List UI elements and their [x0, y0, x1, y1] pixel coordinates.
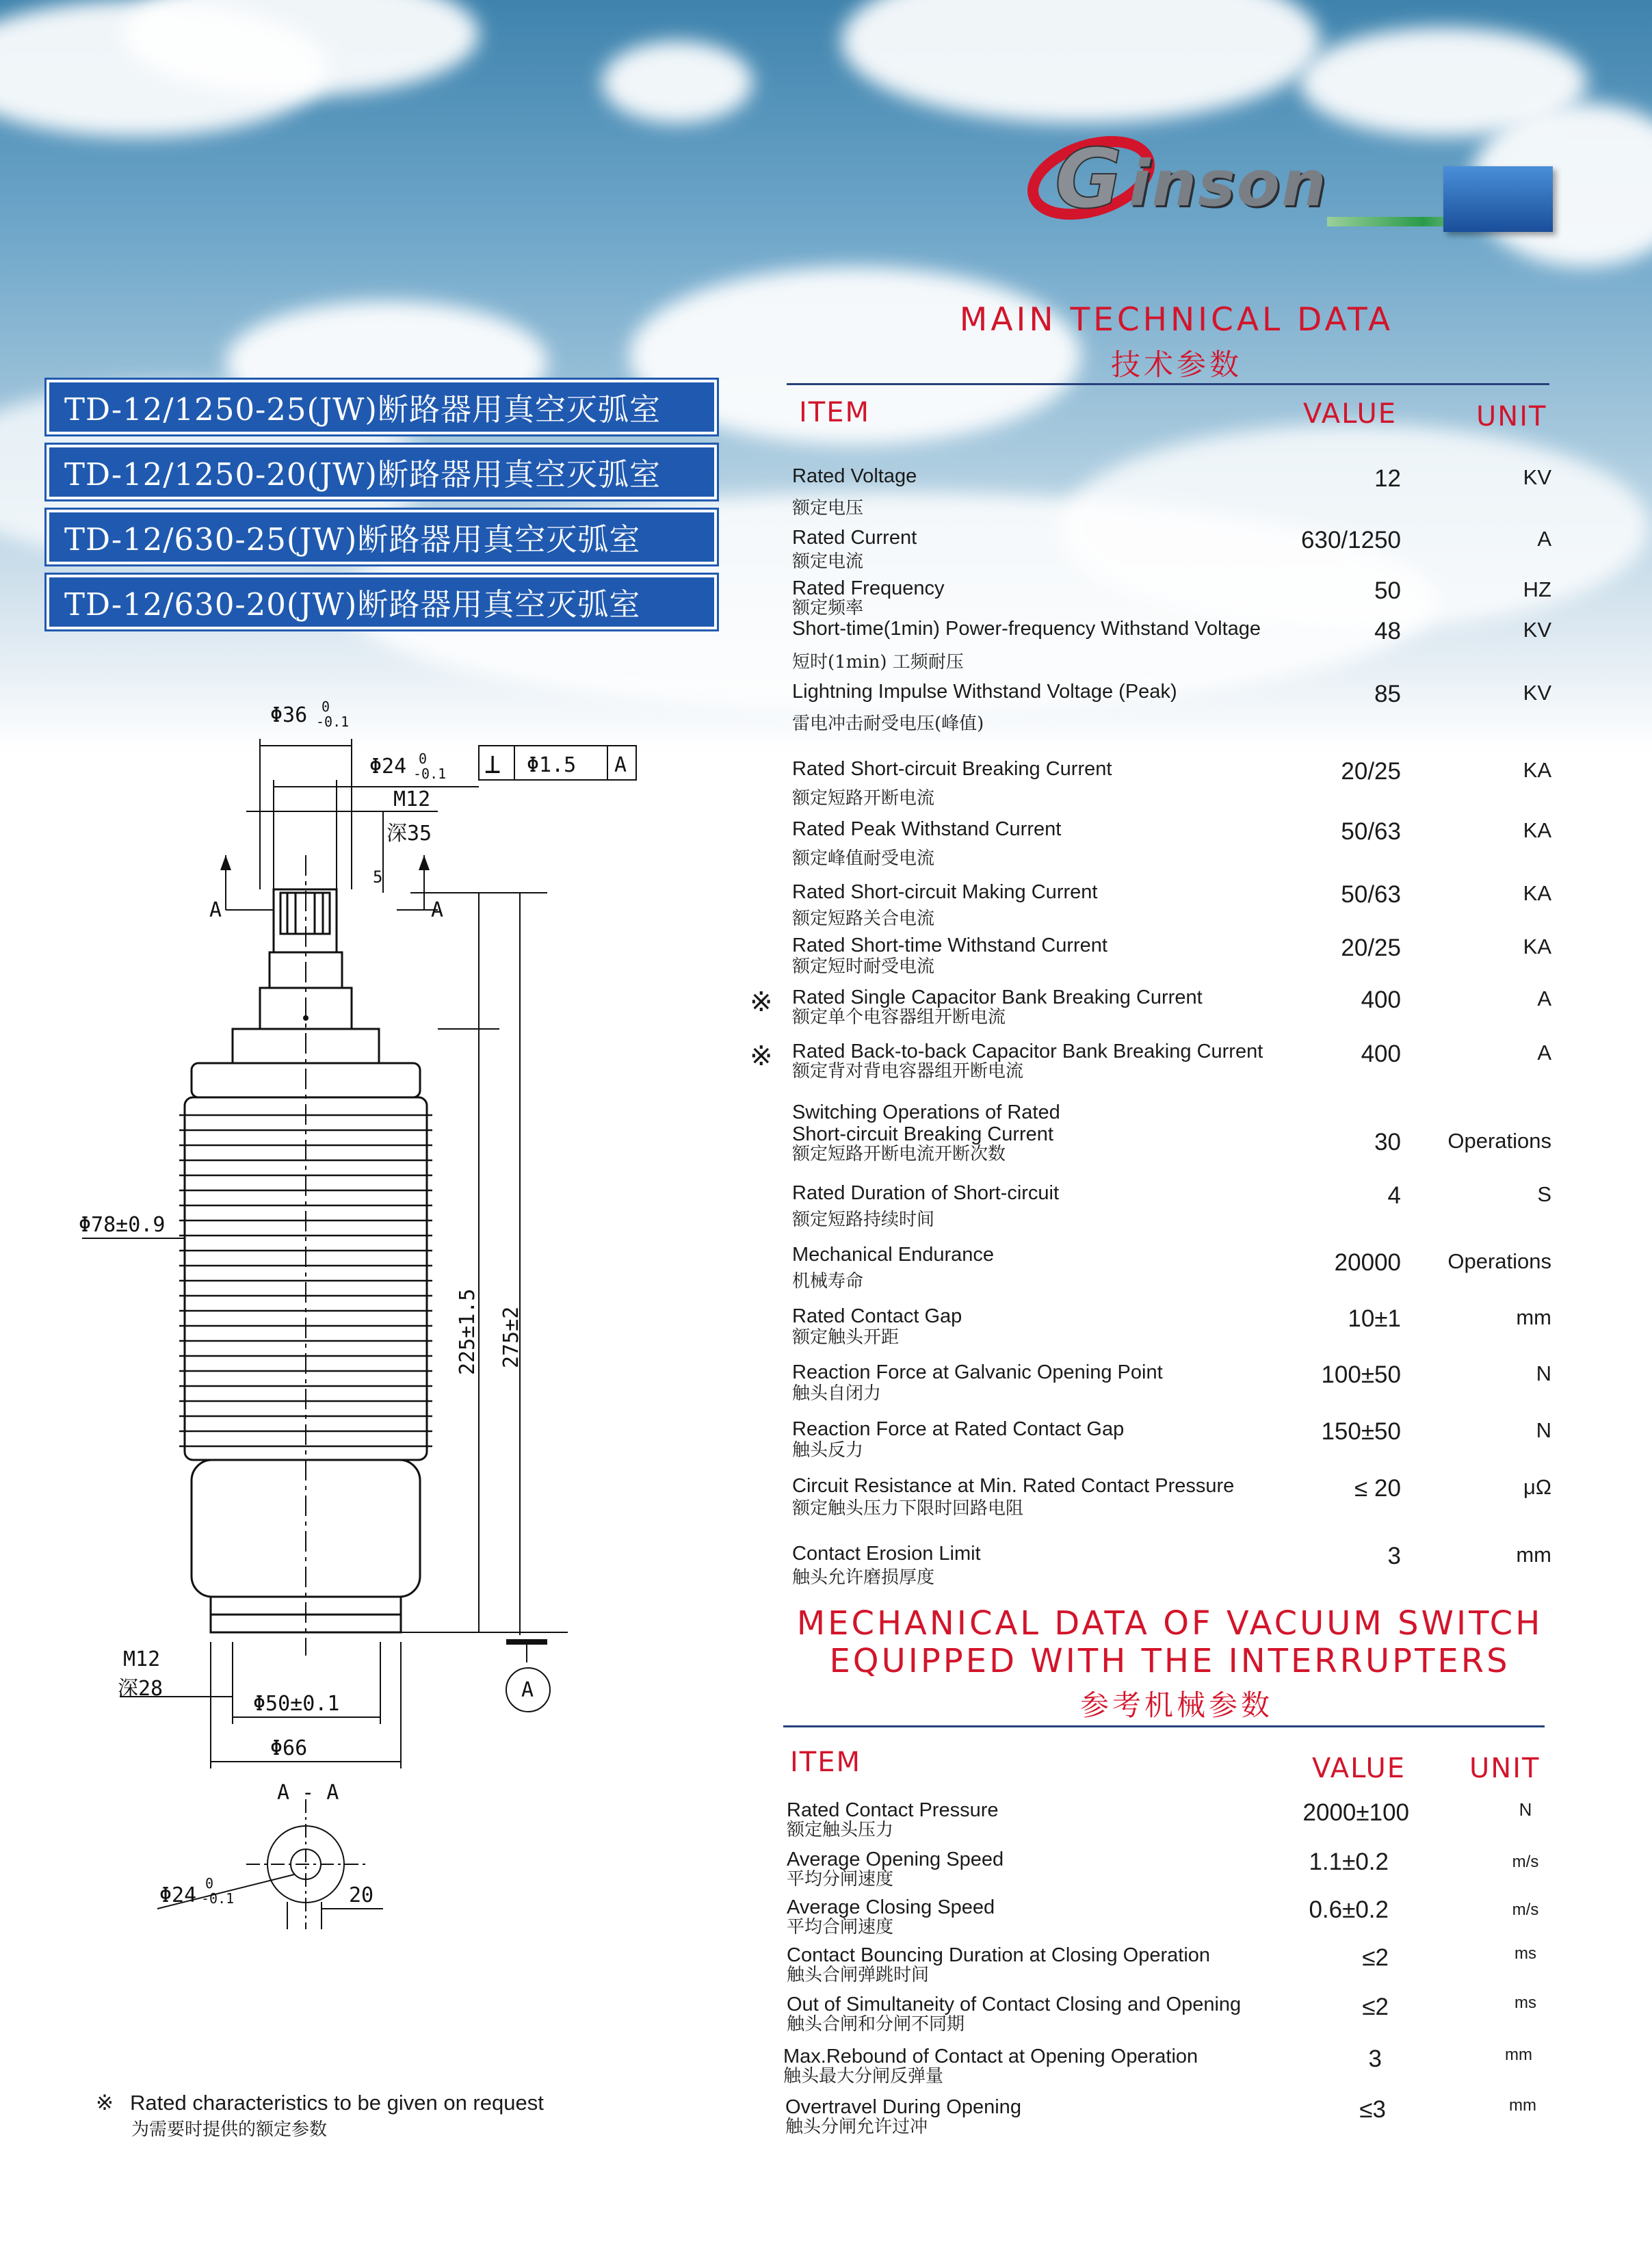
row-label-en: Circuit Resistance at Min. Rated Contact Pressure	[792, 1475, 1235, 1497]
row-value: 0.6±0.2	[1309, 1896, 1389, 1923]
row-unit: ms	[1515, 1994, 1536, 2012]
row-label-cn: 触头最大分闸反弹量	[783, 2066, 944, 2087]
row-label-en: Rated Duration of Short-circuit	[792, 1182, 1060, 1204]
dim-phi36-tol2: -0.1	[316, 714, 350, 730]
mech-header-value: VALUE	[1312, 1753, 1406, 1784]
interrupter-drawing	[0, 684, 684, 1984]
row-unit: KA	[1523, 881, 1551, 905]
row-label-cn: 触头合闸和分闸不同期	[787, 2014, 965, 2035]
main-title-en: MAIN TECHNICAL DATA	[959, 301, 1394, 339]
row-label-cn: 额定电流	[792, 551, 864, 572]
row-label-cn: 触头自闭力	[792, 1383, 882, 1404]
row-unit: mm	[1516, 1305, 1551, 1329]
row-unit: mm	[1509, 2096, 1536, 2115]
tech-header-unit: UNIT	[1476, 401, 1547, 432]
row-label-cn: 平均分闸速度	[787, 1869, 894, 1890]
thread-depth-bottom: 深28	[118, 1677, 163, 1701]
logo-box	[1443, 166, 1553, 232]
note-mark: ※	[750, 1041, 773, 1072]
row-label-en: Rated Frequency	[792, 577, 945, 599]
thread-m12-bottom: M12	[123, 1647, 161, 1671]
row-label-cn: 额定短时耐受电流	[792, 956, 935, 977]
row-unit: ms	[1515, 1944, 1536, 1963]
row-unit: KV	[1523, 681, 1551, 705]
footnote-en: Rated characteristics to be given on request	[130, 2091, 544, 2115]
row-unit: m/s	[1512, 1901, 1539, 1919]
dim-phi36-tol: 0	[322, 698, 330, 715]
tech-header-value: VALUE	[1303, 398, 1398, 430]
row-value: 2000±100	[1302, 1799, 1409, 1826]
row-label-cn: 额定短路持续时间	[792, 1210, 935, 1230]
row-label-cn: 额定短路开断电流开断次数	[792, 1144, 1006, 1164]
note-mark: ※	[750, 987, 773, 1018]
row-value: 150±50	[1321, 1418, 1401, 1445]
row-label-en: Lightning Impulse Withstand Voltage (Peak)	[792, 681, 1177, 703]
row-label-en: Average Opening Speed	[787, 1849, 1004, 1870]
row-label-cn: 额定触头开距	[792, 1327, 900, 1348]
row-value: 20/25	[1341, 935, 1401, 961]
dim-phi24-section-tol: 0	[205, 1875, 214, 1892]
row-label-en: Rated Short-time Withstand Current	[792, 935, 1107, 956]
row-label-en: Rated Short-circuit Breaking Current	[792, 758, 1112, 780]
row-label-en: Rated Back-to-back Capacitor Bank Breaking Current	[792, 1041, 1263, 1062]
svg-text:G: G	[1055, 132, 1123, 227]
row-label-en: Rated Peak Withstand Current	[792, 818, 1062, 840]
dim-20: 20	[349, 1883, 374, 1907]
row-value: 30	[1374, 1129, 1401, 1155]
row-label-en: Rated Voltage	[792, 465, 917, 487]
tech-header-item: ITEM	[799, 397, 871, 428]
dim-phi36: Φ36	[270, 703, 308, 727]
thread-m12-top: M12	[393, 787, 431, 811]
row-unit: N	[1536, 1418, 1551, 1442]
row-unit: A	[1537, 1041, 1551, 1065]
row-value: 630/1250	[1301, 527, 1401, 553]
row-unit: N	[1536, 1361, 1551, 1385]
row-label-en: Rated Contact Pressure	[787, 1799, 999, 1821]
perpendicularity-value: Φ1.5	[527, 753, 577, 777]
row-unit: HZ	[1523, 577, 1551, 601]
row-unit: KA	[1523, 758, 1551, 782]
row-value: 20/25	[1341, 758, 1401, 785]
dim-phi24-section: Φ24	[159, 1883, 197, 1907]
brand-logo	[1026, 127, 1560, 236]
model-bar: TD-12/1250-20(JW)断路器用真空灭弧室	[47, 445, 717, 499]
dim-phi78: Φ78±0.9	[79, 1213, 166, 1237]
section-mark-left: A	[209, 898, 222, 922]
row-value: 12	[1374, 465, 1401, 492]
row-label-cn: 雷电冲击耐受电压(峰值)	[792, 714, 984, 734]
row-label-en: Out of Simultaneity of Contact Closing and Opening	[787, 1994, 1242, 2015]
row-label-en: Mechanical Endurance	[792, 1244, 995, 1266]
row-label-cn: 触头分闸允许过冲	[785, 2117, 928, 2137]
row-value: ≤2	[1362, 1994, 1389, 2020]
dim-phi24: Φ24	[369, 755, 407, 779]
model-bar: TD-12/1250-25(JW)断路器用真空灭弧室	[47, 380, 717, 434]
row-label-en: Overtravel During Opening	[785, 2096, 1021, 2118]
row-unit: Operations	[1447, 1129, 1551, 1153]
row-label-cn: 额定峰值耐受电流	[792, 848, 935, 869]
brand-name: inson	[1129, 147, 1328, 220]
row-unit: KV	[1523, 618, 1551, 642]
row-label-en: Reaction Force at Galvanic Opening Point	[792, 1361, 1163, 1383]
row-label-cn: 机械寿命	[792, 1271, 864, 1292]
row-label-en: Rated Single Capacitor Bank Breaking Current	[792, 987, 1203, 1008]
row-value: 20000	[1334, 1249, 1401, 1276]
mech-title-cn: 参考机械参数	[1079, 1688, 1273, 1722]
row-label-en: Contact Bouncing Duration at Closing Operation	[787, 1944, 1211, 1966]
row-label-en: Reaction Force at Rated Contact Gap	[792, 1418, 1125, 1440]
row-value: 3	[1368, 2046, 1382, 2072]
row-value: ≤3	[1359, 2096, 1386, 2123]
row-unit: N	[1519, 1799, 1532, 1820]
row-value: 50/63	[1341, 818, 1401, 845]
row-label-cn: 额定触头压力下限时回路电阻	[792, 1498, 1024, 1519]
row-label-cn: 额定单个电容器组开断电流	[792, 1007, 1006, 1028]
row-label-en: Rated Short-circuit Making Current	[792, 881, 1098, 903]
row-unit: A	[1537, 527, 1551, 551]
model-bar: TD-12/630-25(JW)断路器用真空灭弧室	[47, 510, 717, 564]
row-label-en: Rated Contact Gap	[792, 1305, 962, 1327]
mech-title-line2: EQUIPPED WITH THE INTERRUPTERS	[829, 1642, 1510, 1680]
row-label-cn: 额定电压	[792, 498, 864, 519]
dim-phi66: Φ66	[270, 1736, 308, 1760]
row-value: 400	[1361, 987, 1401, 1013]
thread-depth-top: 深35	[386, 822, 432, 846]
footnote-mark: ※	[96, 2091, 114, 2115]
row-label-cn: 平均合闸速度	[787, 1917, 894, 1937]
footnote-cn: 为需要时提供的额定参数	[131, 2119, 328, 2140]
row-label-en: Switching Operations of Rated	[792, 1101, 1060, 1123]
row-value: 1.1±0.2	[1309, 1849, 1389, 1875]
row-unit: A	[1537, 987, 1551, 1010]
row-value: 400	[1361, 1041, 1401, 1067]
mech-title-line1: MECHANICAL DATA OF VACUUM SWITCH	[796, 1604, 1543, 1643]
cloud	[841, 0, 1320, 123]
row-unit: KA	[1523, 818, 1551, 842]
mech-header-item: ITEM	[790, 1747, 862, 1778]
row-unit: m/s	[1512, 1853, 1539, 1871]
row-unit: mm	[1505, 2046, 1532, 2064]
row-label-cn: 额定触头压力	[787, 1820, 894, 1840]
row-label-cn: 额定背对背电容器组开断电流	[792, 1061, 1024, 1082]
row-label-cn: 额定频率	[792, 598, 864, 618]
dim-phi50: Φ50±0.1	[253, 1692, 340, 1716]
row-value: 10±1	[1348, 1305, 1401, 1332]
row-label-en: Max.Rebound of Contact at Opening Operation	[783, 2046, 1198, 2067]
row-value: 4	[1387, 1182, 1401, 1209]
dim-phi24-section-tol2: -0.1	[201, 1890, 235, 1907]
model-bar: TD-12/630-20(JW)断路器用真空灭弧室	[47, 575, 717, 629]
perpendicularity-datum: A	[614, 753, 627, 777]
row-label-en: Short-time(1min) Power-frequency Withstand Voltage	[792, 618, 1261, 640]
row-label-cn: 触头反力	[792, 1440, 864, 1461]
row-unit: KA	[1523, 935, 1551, 958]
row-unit: KV	[1523, 465, 1551, 489]
row-unit: mm	[1516, 1543, 1551, 1567]
row-value: 100±50	[1321, 1361, 1401, 1388]
row-unit: S	[1537, 1182, 1551, 1206]
dim-225: 225±1.5	[456, 1288, 480, 1375]
row-label-en: Rated Current	[792, 527, 917, 549]
row-value: ≤ 20	[1354, 1475, 1401, 1502]
dim-phi24-tol: 0	[419, 750, 428, 767]
datum-a: A	[521, 1678, 534, 1702]
row-value: 50/63	[1341, 881, 1401, 908]
dim-5: 5	[373, 867, 383, 887]
row-value: ≤2	[1362, 1944, 1389, 1971]
title-rule	[787, 383, 1549, 385]
perpendicularity-symbol: ⊥	[484, 748, 501, 780]
row-label-cn: 额定短路关合电流	[792, 909, 935, 929]
main-title-cn: 技术参数	[1111, 348, 1242, 382]
row-label-en: Contact Erosion Limit	[792, 1543, 981, 1565]
row-label-cn: 触头合闸弹跳时间	[787, 1965, 930, 1985]
dim-phi24-tol2: -0.1	[413, 766, 447, 782]
row-value: 85	[1374, 681, 1401, 707]
mech-header-unit: UNIT	[1469, 1753, 1540, 1784]
cloud	[602, 41, 752, 123]
section-label: A - A	[277, 1781, 339, 1805]
dim-275: 275±2	[499, 1306, 523, 1368]
mech-title-rule	[783, 1725, 1545, 1727]
row-label-cn: 触头允许磨损厚度	[792, 1567, 935, 1588]
row-value: 50	[1374, 577, 1401, 604]
row-value: 48	[1374, 618, 1401, 644]
row-unit: Operations	[1447, 1249, 1551, 1273]
row-label-cn: 短时(1min) 工频耐压	[792, 652, 964, 673]
row-value: 3	[1387, 1543, 1401, 1569]
section-mark-right: A	[431, 898, 444, 922]
row-label-cn: 额定短路开断电流	[792, 788, 935, 809]
row-label-en: Average Closing Speed	[787, 1896, 995, 1918]
row-unit: μΩ	[1523, 1475, 1551, 1499]
row-label-en-2: Short-circuit Breaking Current	[792, 1123, 1053, 1145]
